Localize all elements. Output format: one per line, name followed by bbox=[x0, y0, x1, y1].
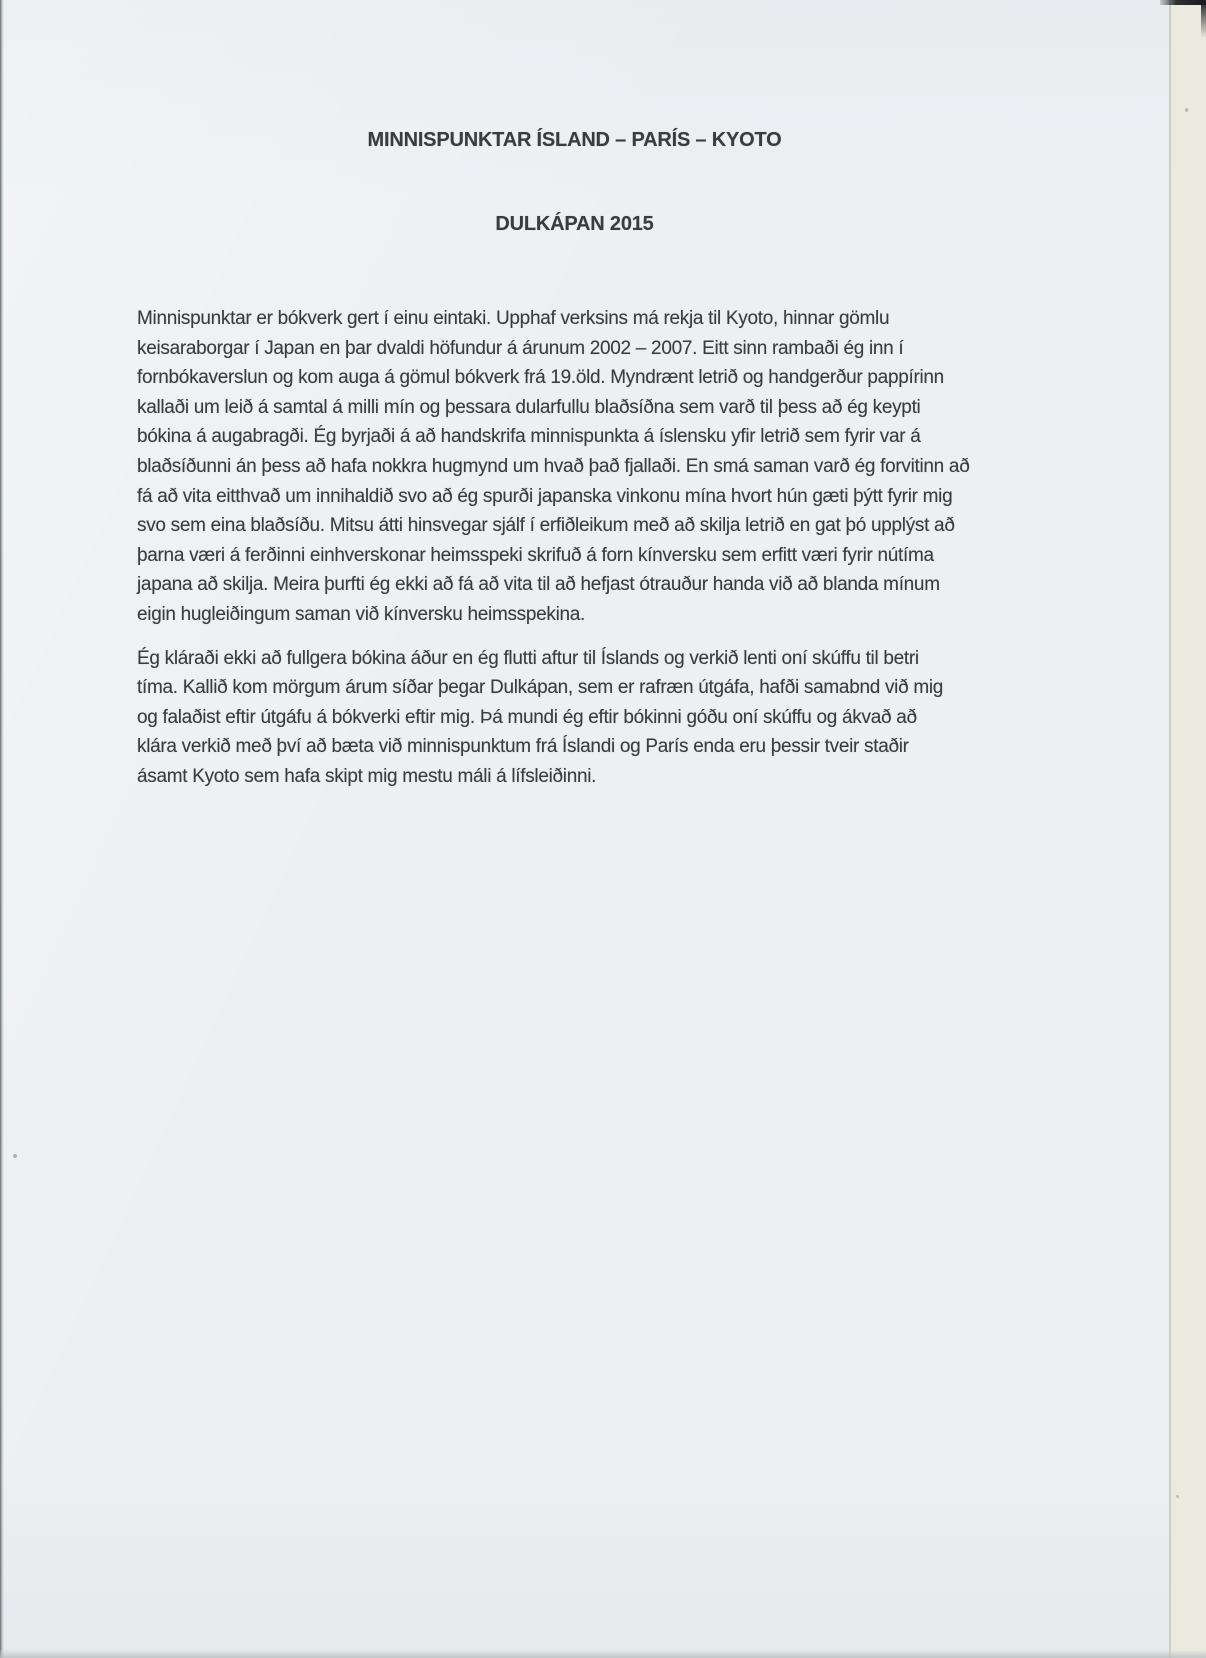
scan-edge-right bbox=[1201, 0, 1206, 38]
text-line: kallaði um leið á samtal á milli mín og þessara dularfullu blaðsíðna sem varð til þess að ég keypti bbox=[137, 396, 921, 418]
scan-edge-bottom bbox=[0, 1650, 1206, 1658]
text-line: fá að vita eitthvað um innihaldið svo að ég spurði japanska vinkonu mína hvort hún gæti þýtt fyrir mig bbox=[137, 485, 953, 507]
text-line: svo sem eina blaðsíðu. Mitsu átti hinsvegar sjálf í erfiðleikum með að skilja letrið en gat þó upplýst að bbox=[137, 515, 955, 537]
document-body bbox=[137, 304, 1037, 792]
text-line: ásamt Kyoto sem hafa skipt mig mestu máli á lífsleiðinni. bbox=[137, 765, 597, 787]
dust-speck bbox=[1185, 108, 1188, 112]
paragraph-1 bbox=[137, 304, 1037, 630]
document-subtitle: DULKÁPAN 2015 bbox=[495, 213, 654, 235]
text-line: þarna væri á ferðinni einhverskonar heimsspeki skrifuð á forn kínversku sem erfitt væri fyrir nútíma bbox=[137, 544, 934, 566]
text-line: Ég kláraði ekki að fullgera bókina áður en ég flutti aftur til Íslands og verkið lenti oní skúffu til betri bbox=[137, 647, 919, 669]
scan-edge-left bbox=[0, 0, 4, 1658]
document-title: MINNISPUNKTAR ÍSLAND – PARÍS – KYOTO bbox=[367, 129, 782, 151]
text-line: japana að skilja. Meira þurfti ég ekki að fá að vita til að hefjast ótrauður handa við að blanda mínum bbox=[137, 574, 940, 596]
text-line: tíma. Kallið kom mörgum árum síðar þegar Dulkápan, sem er rafræn útgáfa, hafði samabnd við mig bbox=[137, 677, 944, 699]
dust-speck bbox=[13, 1154, 17, 1158]
text-line: Minnispunktar er bókverk gert í einu eintaki. Upphaf verksins má rekja til Kyoto, hinnar gömlu bbox=[137, 308, 890, 329]
text-line: keisaraborgar í Japan en þar dvaldi höfundur á árunum 2002 – 2007. Eitt sinn rambaði ég inn í bbox=[137, 337, 904, 359]
text-line: og falaðist eftir útgáfu á bókverki eftir mig. Þá mundi ég eftir bókinni góðu oní skúffu og ákvað að bbox=[137, 706, 917, 728]
text-line: eigin hugleiðingum saman við kínversku heimsspekina. bbox=[137, 603, 586, 625]
paragraph-2 bbox=[137, 644, 1037, 792]
page-edge-seam bbox=[1169, 0, 1171, 1658]
text-line: fornbókaverslun og kom auga á gömul bókverk frá 19.öld. Myndrænt letrið og handgerður pappírinn bbox=[137, 367, 944, 389]
text-line: blaðsíðunni án þess að hafa nokkra hugmynd um hvað það fjallaði. En smá saman varð ég forvitinn að bbox=[137, 455, 970, 477]
text-line: klára verkið með því að bæta við minnispunktum frá Íslandi og París enda eru þessir tveir staðir bbox=[137, 736, 909, 758]
scan-edge-top-right bbox=[1160, 0, 1206, 5]
dust-speck bbox=[1176, 1495, 1179, 1498]
text-line: bókina á augabragði. Ég byrjaði á að handskrifa minnispunkta á íslensku yfir letrið sem fyrir var á bbox=[137, 426, 921, 448]
